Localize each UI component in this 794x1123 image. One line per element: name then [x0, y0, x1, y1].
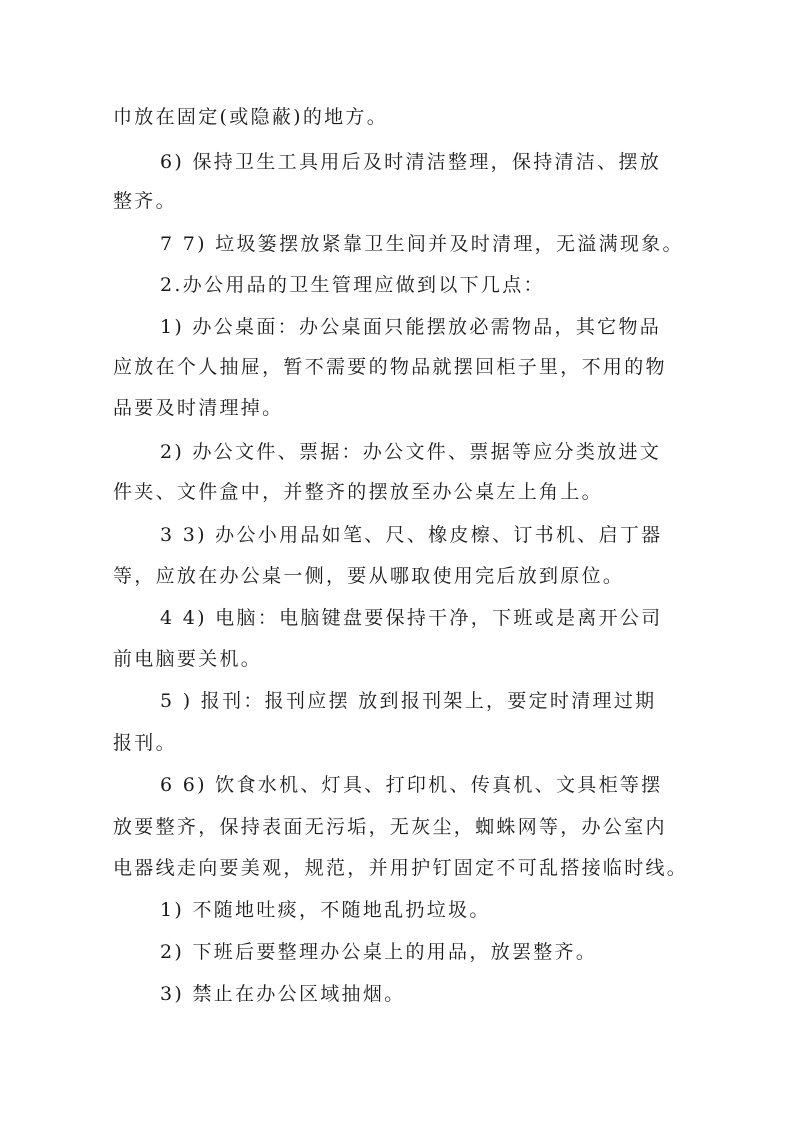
- text-line: 3 3) 办公小用品如笔、尺、橡皮檫、订书机、启丁器: [160, 524, 663, 546]
- text-line: 等，应放在办公桌一侧，要从哪取使用完后放到原位。: [113, 565, 625, 587]
- text-line: 2.办公用品的卫生管理应做到以下几点：: [160, 274, 545, 296]
- text-line: 3) 禁止在办公区域抽烟。: [160, 983, 406, 1005]
- text-line: 件夹、文件盒中，并整齐的摆放至办公桌左上角上。: [113, 481, 603, 503]
- text-line: 应放在个人抽屉，暂不需要的物品就摆回柜子里，不用的物: [113, 356, 667, 378]
- text-line: 1) 办公桌面：办公桌面只能摆放必需物品，其它物品: [160, 316, 662, 338]
- text-line: 放要整齐，保持表面无污垢，无灰尘，蜘蛛网等，办公室内: [113, 816, 667, 838]
- text-line: 整齐。: [113, 190, 177, 212]
- text-line: 2) 下班后要整理办公桌上的用品，放罢整齐。: [160, 941, 598, 963]
- text-line: 5 ) 报刊：报刊应摆 放到报刊架上，要定时清理过期: [160, 690, 657, 712]
- text-line: 4 4) 电脑：电脑键盘要保持干净，下班或是离开公司: [160, 607, 663, 629]
- text-line: 品要及时清理掉。: [113, 397, 284, 419]
- text-line: 电器线走向要美观，规范，并用护钉固定不可乱搭接临时线。: [113, 857, 689, 879]
- text-line: 6 6) 饮食水机、灯具、打印机、传真机、文具柜等摆: [160, 774, 663, 796]
- text-line: 巾放在固定(或隐蔽)的地方。: [113, 106, 389, 128]
- text-line: 2) 办公文件、票据：办公文件、票据等应分类放进文: [160, 441, 662, 463]
- text-line: 7 7) 垃圾篓摆放紧靠卫生间并及时清理，无溢满现象。: [160, 233, 684, 255]
- text-line: 报刊。: [113, 732, 177, 754]
- text-line: 前电脑要关机。: [113, 648, 263, 670]
- text-line: 1) 不随地吐痰，不随地乱扔垃圾。: [160, 899, 491, 921]
- text-line: 6) 保持卫生工具用后及时清洁整理，保持清洁、摆放: [160, 151, 662, 173]
